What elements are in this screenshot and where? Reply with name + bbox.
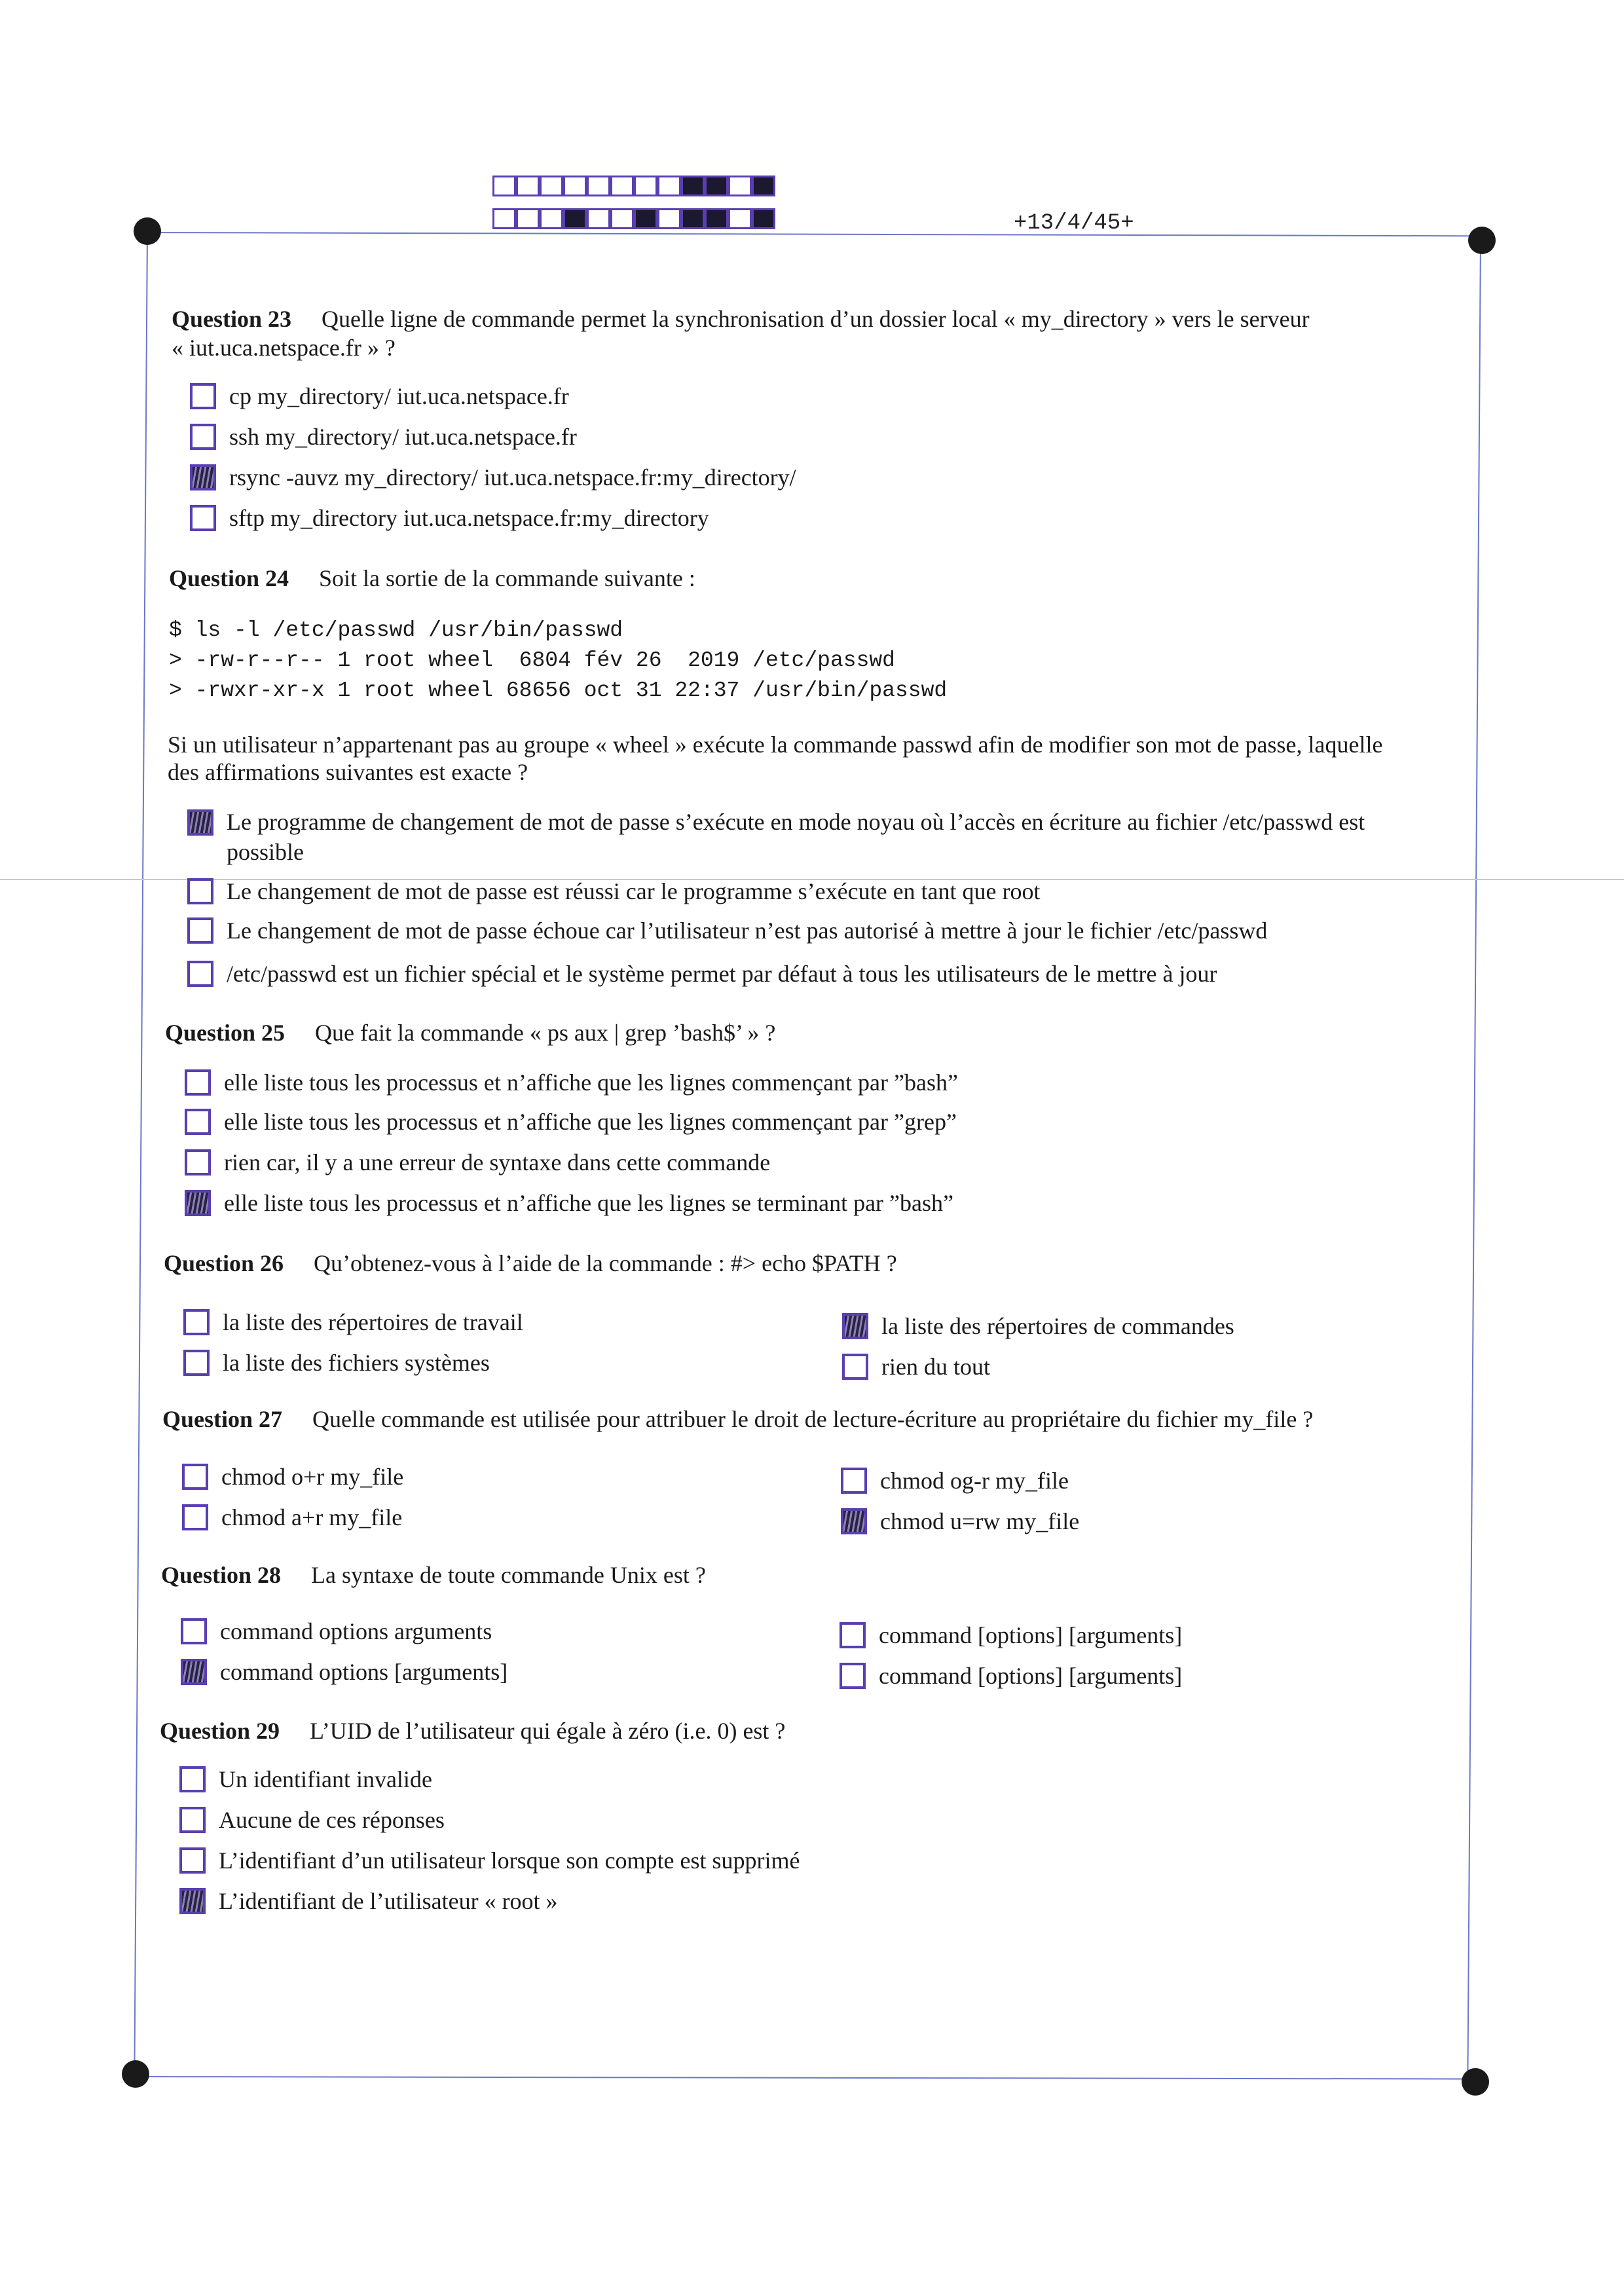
q27-option-3[interactable] [841, 1467, 1069, 1494]
barcode-cell [705, 176, 728, 196]
option-label: la liste des répertoires de commandes [881, 1313, 1234, 1339]
q26-text: Qu’obtenez-vous à l’aide de la commande : #> echo $PATH ? [314, 1250, 897, 1276]
option-label: chmod u=rw my_file [880, 1508, 1080, 1534]
barcode-cell [634, 208, 657, 229]
q29-option-1[interactable] [179, 1766, 432, 1793]
checkbox[interactable] [179, 1847, 206, 1874]
q25-number: Question 25 [165, 1020, 286, 1046]
checkbox[interactable] [187, 961, 213, 987]
corner-marker-bottom-right [1462, 2068, 1489, 2096]
option-label: la liste des répertoires de travail [223, 1309, 523, 1335]
option-label: Le changement de mot de passe échoue car l’utilisateur n’est pas autorisé à mettre à jour le fichier /etc/passwd [227, 917, 1268, 944]
q28-heading [161, 1561, 706, 1589]
option-label-line1: Le programme de changement de mot de passe s’exécute en mode noyau où l’accès en écriture au fichier /etc/passwd est [227, 809, 1365, 835]
barcode-cell [610, 176, 634, 196]
option-label: rien car, il y a une erreur de syntaxe dans cette commande [224, 1149, 771, 1176]
checkbox[interactable] [842, 1354, 868, 1380]
q24-text: Soit la sortie de la commande suivante : [319, 565, 695, 591]
q26-option-3[interactable] [842, 1312, 1234, 1340]
barcode-cell [540, 176, 563, 196]
q26-option-4[interactable] [842, 1353, 990, 1380]
checkbox[interactable] [182, 1464, 208, 1490]
checkbox-checked[interactable] [187, 809, 213, 836]
q28-option-2[interactable] [181, 1658, 507, 1686]
q23-option-2[interactable] [190, 423, 577, 451]
checkbox[interactable] [190, 424, 216, 450]
q25-option-1[interactable] [185, 1069, 958, 1096]
corner-marker-top-right [1468, 227, 1496, 254]
q24-option-1[interactable] [187, 807, 1365, 867]
checkbox-checked[interactable] [190, 464, 216, 491]
barcode-cell [610, 208, 634, 229]
option-label: chmod o+r my_file [221, 1464, 404, 1490]
option-label: cp my_directory/ iut.uca.netspace.fr [229, 383, 569, 409]
option-label: Le changement de mot de passe est réussi car le programme s’exécute en tant que root [227, 878, 1041, 904]
q24-number: Question 24 [169, 565, 289, 591]
checkbox[interactable] [183, 1309, 210, 1335]
option-label: L’identifiant de l’utilisateur « root » [219, 1888, 558, 1914]
option-label [227, 807, 1365, 867]
option-label: /etc/passwd est un fichier spécial et le système permet par défaut à tous les utilisateurs de le mettre à jour [227, 961, 1217, 987]
frame-top [148, 232, 1481, 236]
q26-option-2[interactable] [183, 1349, 490, 1377]
checkbox[interactable] [183, 1350, 210, 1376]
checkbox[interactable] [185, 1149, 211, 1176]
q29-number: Question 29 [160, 1718, 280, 1744]
option-label: sftp my_directory iut.uca.netspace.fr:my_directory [229, 505, 709, 531]
checkbox[interactable] [182, 1504, 208, 1530]
q24-para-line2: des affirmations suivantes est exacte ? [168, 759, 528, 785]
q24-code-line-3: > -rwxr-xr-x 1 root wheel 68656 oct 31 22:37 /usr/bin/passwd [169, 678, 948, 703]
q28-text: La syntaxe de toute commande Unix est ? [311, 1562, 706, 1588]
q27-option-4[interactable] [841, 1508, 1079, 1535]
barcode-cell [634, 176, 657, 196]
barcode-cell [563, 208, 587, 229]
q25-text: Que fait la commande « ps aux | grep ’bash$’ » ? [315, 1020, 776, 1046]
barcode-cell [681, 208, 705, 229]
q26-heading [164, 1250, 897, 1277]
option-label: command options [arguments] [220, 1659, 508, 1685]
option-label: elle liste tous les processus et n’affiche que les lignes commençant par ”bash” [224, 1069, 958, 1096]
q25-option-3[interactable] [185, 1149, 770, 1176]
option-label: rien du tout [881, 1354, 990, 1380]
checkbox-checked[interactable] [181, 1659, 207, 1685]
checkbox[interactable] [841, 1468, 867, 1494]
option-label: rsync -auvz my_directory/ iut.uca.netspace.fr:my_directory/ [229, 464, 796, 491]
q26-option-1[interactable] [183, 1308, 523, 1336]
q23-text-line1: Quelle ligne de commande permet la synchronisation d’un dossier local « my_directory » vers le serveur [322, 306, 1310, 332]
q24-para-line1: Si un utilisateur n’appartenant pas au groupe « wheel » exécute la commande passwd afin de modifier son mot de passe, laquelle [168, 731, 1383, 758]
checkbox[interactable] [185, 1109, 211, 1135]
barcode-cell [657, 176, 681, 196]
checkbox[interactable] [190, 383, 216, 409]
checkbox-checked[interactable] [842, 1313, 868, 1339]
q23-text-line2: « iut.uca.netspace.fr » ? [172, 335, 396, 361]
option-label: elle liste tous les processus et n’affiche que les lignes commençant par ”grep” [224, 1109, 957, 1135]
checkbox[interactable] [179, 1766, 206, 1792]
barcode-cell [516, 176, 540, 196]
barcode-cell [563, 176, 587, 196]
q28-option-3[interactable] [840, 1621, 1182, 1649]
page-id: +13/4/45+ [1014, 211, 1134, 236]
option-label: chmod og-r my_file [880, 1468, 1069, 1494]
q24-heading [169, 565, 695, 592]
option-label-line2: possible [227, 839, 304, 865]
q25-option-4[interactable] [185, 1189, 953, 1217]
option-label: command [options] [arguments] [879, 1622, 1183, 1648]
q26-number: Question 26 [164, 1250, 284, 1276]
q27-number: Question 27 [162, 1406, 283, 1432]
q28-number: Question 28 [161, 1562, 282, 1588]
corner-marker-top-left [134, 217, 161, 245]
q25-heading [165, 1019, 775, 1046]
q27-option-1[interactable] [182, 1463, 403, 1491]
q24-option-3[interactable] [187, 917, 1267, 944]
option-label: command [options] [arguments] [879, 1663, 1183, 1689]
option-label: command options arguments [220, 1618, 492, 1644]
barcode-cell [587, 176, 610, 196]
q24-code-line-2: > -rw-r--r-- 1 root wheel 6804 fév 26 2019 /etc/passwd [169, 648, 895, 673]
option-label: L’identifiant d’un utilisateur lorsque son compte est supprimé [219, 1847, 800, 1874]
barcode-cell [492, 176, 516, 196]
barcode-cell [492, 208, 516, 229]
option-label: la liste des fichiers systèmes [223, 1350, 490, 1376]
barcode-cell [681, 176, 705, 196]
q29-heading [160, 1717, 785, 1745]
q24-option-2[interactable] [187, 878, 1041, 905]
frame-bottom [135, 2076, 1476, 2080]
q23-option-3[interactable] [190, 464, 796, 491]
q29-option-2[interactable] [179, 1806, 445, 1834]
option-label: elle liste tous les processus et n’affiche que les lignes se terminant par ”bash” [224, 1190, 953, 1216]
option-label: Aucune de ces réponses [219, 1807, 445, 1833]
checkbox[interactable] [840, 1663, 866, 1689]
checkbox[interactable] [840, 1622, 866, 1648]
checkbox-checked[interactable] [841, 1508, 867, 1534]
checkbox-checked[interactable] [179, 1888, 206, 1914]
q27-option-2[interactable] [182, 1504, 402, 1531]
barcode-cell [728, 176, 752, 196]
q27-heading [162, 1405, 1313, 1433]
q24-code-line-1: $ ls -l /etc/passwd /usr/bin/passwd [169, 618, 623, 642]
barcode-row-1 [492, 176, 775, 196]
q27-text: Quelle commande est utilisée pour attribuer le droit de lecture-écriture au propriétaire du fichier my_file ? [312, 1406, 1314, 1432]
q28-option-4[interactable] [840, 1662, 1182, 1690]
q24-option-4[interactable] [187, 960, 1217, 988]
barcode-cell [728, 208, 752, 229]
checkbox[interactable] [187, 917, 213, 944]
barcode-cell [752, 208, 775, 229]
corner-marker-bottom-left [122, 2060, 149, 2088]
q25-option-2[interactable] [185, 1108, 957, 1136]
frame-left [134, 232, 148, 2076]
q28-option-1[interactable] [181, 1618, 492, 1645]
frame-right [1467, 240, 1481, 2084]
barcode-cell [587, 208, 610, 229]
option-label: chmod a+r my_file [221, 1504, 403, 1530]
checkbox-checked[interactable] [185, 1190, 211, 1216]
checkbox[interactable] [179, 1807, 206, 1833]
checkbox[interactable] [190, 505, 216, 531]
checkbox[interactable] [185, 1069, 211, 1096]
q23-number: Question 23 [172, 306, 292, 332]
option-label: Un identifiant invalide [219, 1766, 432, 1792]
q23-option-4[interactable] [190, 504, 709, 532]
q29-option-4[interactable] [179, 1887, 558, 1915]
q23-heading [172, 305, 1310, 333]
checkbox[interactable] [187, 878, 213, 904]
barcode-cell [657, 208, 681, 229]
barcode-cell [516, 208, 540, 229]
q29-text: L’UID de l’utilisateur qui égale à zéro (i.e. 0) est ? [310, 1718, 786, 1744]
checkbox[interactable] [181, 1618, 207, 1644]
barcode-row-2 [492, 208, 775, 229]
q23-option-1[interactable] [190, 382, 569, 410]
q29-option-3[interactable] [179, 1847, 800, 1874]
barcode-cell [540, 208, 563, 229]
barcode-cell [705, 208, 728, 229]
option-label: ssh my_directory/ iut.uca.netspace.fr [229, 424, 577, 450]
barcode-cell [752, 176, 775, 196]
